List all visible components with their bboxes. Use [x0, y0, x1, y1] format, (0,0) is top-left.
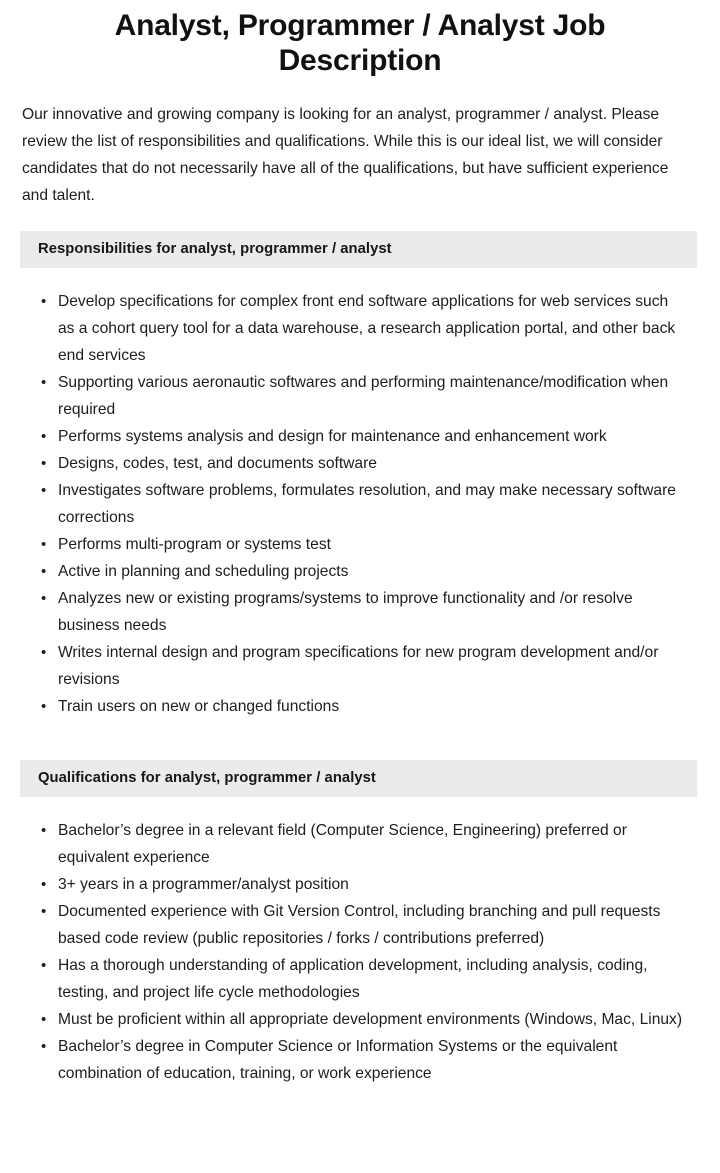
intro-paragraph: Our innovative and growing company is looking for an analyst, programmer / analyst. Please review the list of responsibilities and qualifications. While this is our ideal list, we will consider candidates that do not necessarily have all of the qualifications, but have sufficient experience and talent. [22, 105, 669, 204]
section-heading-qualifications: Qualifications for analyst, programmer / analyst [38, 769, 376, 786]
list-item: • Performs multi-program or systems test [0, 531, 692, 558]
section-qualifications [0, 760, 720, 1121]
list-item: • Must be proficient within all appropriate development environments (Windows, Mac, Linux) [0, 1006, 692, 1033]
list-item: • Bachelor’s degree in a relevant field (Computer Science, Engineering) preferred or equivalent experience [0, 817, 692, 871]
page-bottom-spacer [0, 1087, 720, 1121]
list-item: • Designs, codes, test, and documents software [0, 450, 692, 477]
qualifications-list [0, 797, 720, 1087]
list-item: • Train users on new or changed functions [0, 693, 692, 720]
responsibilities-list [0, 268, 720, 720]
list-item: • Writes internal design and program specifications for new program development and/or revisions [0, 639, 692, 693]
list-item: • Analyzes new or existing programs/systems to improve functionality and /or resolve business needs [0, 585, 692, 639]
list-item: • 3+ years in a programmer/analyst position [0, 871, 692, 898]
list-item: • Documented experience with Git Version Control, including branching and pull requests based code review (public repositories / forks / contributions preferred) [0, 898, 692, 952]
list-item: • Has a thorough understanding of application development, including analysis, coding, testing, and project life cycle methodologies [0, 952, 692, 1006]
list-item: • Develop specifications for complex front end software applications for web services such as a cohort query tool for a data warehouse, a research application portal, and other back end services [0, 288, 692, 369]
list-item: • Supporting various aeronautic softwares and performing maintenance/modification when required [0, 369, 692, 423]
section-spacer [0, 720, 720, 738]
section-header-band-responsibilities [20, 231, 697, 268]
page-title: Analyst, Programmer / Analyst Job Description [114, 9, 606, 78]
section-heading-responsibilities: Responsibilities for analyst, programmer / analyst [38, 240, 392, 257]
section-responsibilities [0, 231, 720, 738]
section-header-band-qualifications [20, 760, 697, 797]
list-item: • Investigates software problems, formulates resolution, and may make necessary software corrections [0, 477, 692, 531]
list-item: • Performs systems analysis and design for maintenance and enhancement work [0, 423, 692, 450]
list-item: • Active in planning and scheduling projects [0, 558, 692, 585]
list-item: • Bachelor’s degree in Computer Science or Information Systems or the equivalent combination of education, training, or work experience [0, 1033, 692, 1087]
